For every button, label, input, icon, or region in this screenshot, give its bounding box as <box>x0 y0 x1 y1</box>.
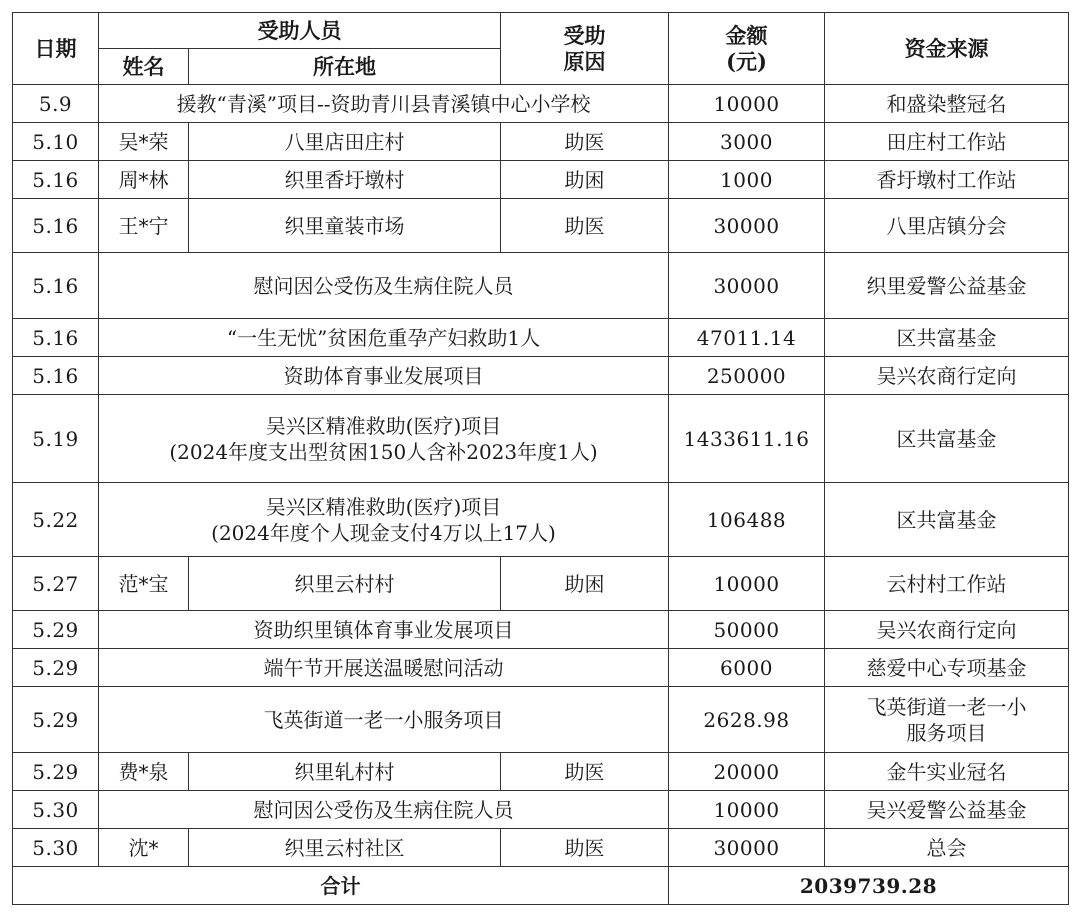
table-row <box>13 649 1069 687</box>
cell-merged-description <box>99 483 669 557</box>
cell-amount: 2628.98 <box>669 687 825 753</box>
table-row <box>13 753 1069 791</box>
cell-source: 吴兴爱警公益基金 <box>825 791 1069 829</box>
cell-merged-description <box>99 395 669 483</box>
cell-source: 织里爱警公益基金 <box>825 253 1069 319</box>
cell-location: 织里香圩墩村 <box>189 161 501 199</box>
table-row <box>13 199 1069 253</box>
table-row <box>13 687 1069 753</box>
description-line1: 吴兴区精准救助(医疗)项目 <box>265 494 502 519</box>
cell-date: 5.29 <box>13 611 99 649</box>
cell-name: 周*林 <box>99 161 189 199</box>
cell-merged-description: “一生无忧”贫困危重孕产妇救助1人 <box>99 319 669 357</box>
description-line1: 吴兴区精准救助(医疗)项目 <box>265 413 502 438</box>
cell-amount: 106488 <box>669 483 825 557</box>
cell-amount: 10000 <box>669 791 825 829</box>
cell-source: 和盛染整冠名 <box>825 85 1069 123</box>
cell-amount: 47011.14 <box>669 319 825 357</box>
table-row <box>13 395 1069 483</box>
cell-merged-description: 端午节开展送温暖慰问活动 <box>99 649 669 687</box>
description-line2: (2024年度支出型贫困150人含补2023年度1人) <box>169 439 598 464</box>
cell-amount: 50000 <box>669 611 825 649</box>
cell-source <box>825 687 1069 753</box>
cell-amount: 30000 <box>669 253 825 319</box>
table-row <box>13 483 1069 557</box>
cell-date: 5.29 <box>13 687 99 753</box>
header-location: 所在地 <box>189 49 501 85</box>
cell-location: 织里轧村村 <box>189 753 501 791</box>
cell-amount: 30000 <box>669 199 825 253</box>
cell-amount: 6000 <box>669 649 825 687</box>
header-amount <box>669 13 825 85</box>
header-reason <box>501 13 669 85</box>
header-name: 姓名 <box>99 49 189 85</box>
cell-date: 5.30 <box>13 791 99 829</box>
cell-reason: 助医 <box>501 753 669 791</box>
cell-date: 5.29 <box>13 753 99 791</box>
cell-merged-description: 资助体育事业发展项目 <box>99 357 669 395</box>
cell-amount: 10000 <box>669 557 825 611</box>
cell-date: 5.9 <box>13 85 99 123</box>
cell-date: 5.16 <box>13 253 99 319</box>
cell-date: 5.16 <box>13 319 99 357</box>
cell-source: 云村村工作站 <box>825 557 1069 611</box>
table-row <box>13 85 1069 123</box>
cell-source: 区共富基金 <box>825 395 1069 483</box>
cell-name: 费*泉 <box>99 753 189 791</box>
cell-reason: 助困 <box>501 557 669 611</box>
cell-merged-description: 飞英街道一老一小服务项目 <box>99 687 669 753</box>
cell-date: 5.16 <box>13 161 99 199</box>
cell-reason: 助医 <box>501 199 669 253</box>
cell-date: 5.30 <box>13 829 99 867</box>
cell-amount: 1000 <box>669 161 825 199</box>
cell-date: 5.19 <box>13 395 99 483</box>
cell-source: 区共富基金 <box>825 319 1069 357</box>
total-row <box>13 867 1069 905</box>
cell-date: 5.27 <box>13 557 99 611</box>
header-amount-line2: (元) <box>726 48 767 74</box>
header-recipient-group: 受助人员 <box>99 13 501 49</box>
table-row <box>13 791 1069 829</box>
header-reason-line1: 受助 <box>563 22 606 48</box>
cell-amount: 10000 <box>669 85 825 123</box>
header-reason-line2: 原因 <box>563 48 606 74</box>
cell-source: 香圩墩村工作站 <box>825 161 1069 199</box>
cell-source: 八里店镇分会 <box>825 199 1069 253</box>
cell-amount: 1433611.16 <box>669 395 825 483</box>
table-row <box>13 357 1069 395</box>
cell-merged-description: 资助织里镇体育事业发展项目 <box>99 611 669 649</box>
cell-amount: 30000 <box>669 829 825 867</box>
cell-name: 范*宝 <box>99 557 189 611</box>
cell-date: 5.16 <box>13 199 99 253</box>
donation-table-container <box>12 12 1068 905</box>
cell-reason: 助困 <box>501 161 669 199</box>
cell-reason: 助医 <box>501 829 669 867</box>
table-row <box>13 319 1069 357</box>
table-row <box>13 123 1069 161</box>
cell-merged-description: 慰问因公受伤及生病住院人员 <box>99 791 669 829</box>
cell-location: 八里店田庄村 <box>189 123 501 161</box>
cell-source: 田庄村工作站 <box>825 123 1069 161</box>
description-line2: (2024年度个人现金支付4万以上17人) <box>211 520 556 545</box>
table-row <box>13 253 1069 319</box>
table-row <box>13 611 1069 649</box>
cell-name: 吴*荣 <box>99 123 189 161</box>
header-date: 日期 <box>13 13 99 85</box>
total-amount: 2039739.28 <box>669 867 1069 905</box>
table-row <box>13 557 1069 611</box>
table-row <box>13 829 1069 867</box>
cell-merged-description: 慰问因公受伤及生病住院人员 <box>99 253 669 319</box>
total-label: 合计 <box>13 867 669 905</box>
cell-source: 区共富基金 <box>825 483 1069 557</box>
cell-reason: 助医 <box>501 123 669 161</box>
cell-date: 5.10 <box>13 123 99 161</box>
header-amount-line1: 金额 <box>725 22 768 48</box>
cell-source: 吴兴农商行定向 <box>825 611 1069 649</box>
cell-source: 慈爱中心专项基金 <box>825 649 1069 687</box>
cell-source: 吴兴农商行定向 <box>825 357 1069 395</box>
cell-merged-description: 援教“青溪”项目--资助青川县青溪镇中心小学校 <box>99 85 669 123</box>
cell-amount: 3000 <box>669 123 825 161</box>
table-row <box>13 161 1069 199</box>
cell-amount: 250000 <box>669 357 825 395</box>
cell-name: 王*宁 <box>99 199 189 253</box>
cell-name: 沈* <box>99 829 189 867</box>
header-source: 资金来源 <box>825 13 1069 85</box>
cell-location: 织里云村村 <box>189 557 501 611</box>
cell-location: 织里童装市场 <box>189 199 501 253</box>
cell-date: 5.22 <box>13 483 99 557</box>
cell-source: 总会 <box>825 829 1069 867</box>
header-row-1 <box>13 13 1069 49</box>
cell-source: 金牛实业冠名 <box>825 753 1069 791</box>
cell-date: 5.29 <box>13 649 99 687</box>
donation-table <box>12 12 1069 905</box>
cell-location: 织里云村社区 <box>189 829 501 867</box>
cell-date: 5.16 <box>13 357 99 395</box>
cell-amount: 20000 <box>669 753 825 791</box>
source-line2: 服务项目 <box>906 720 987 745</box>
source-line1: 飞英街道一老一小 <box>866 694 1027 719</box>
